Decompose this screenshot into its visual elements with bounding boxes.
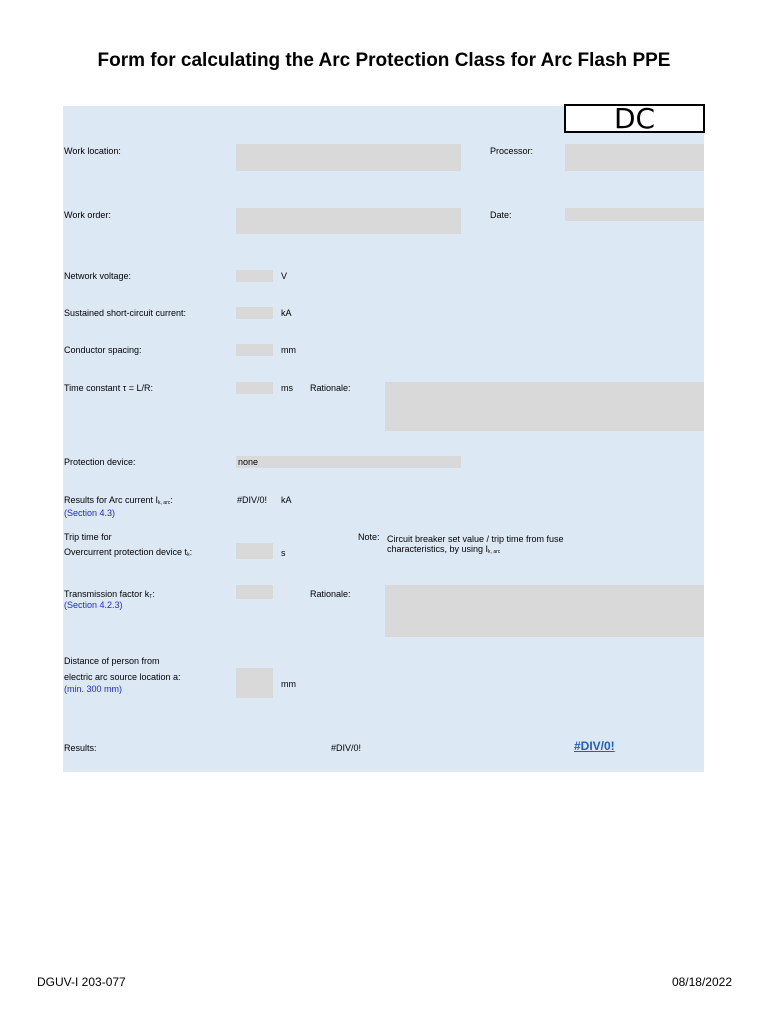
work-location-input[interactable]: [236, 144, 461, 171]
rationale-label-1: Rationale:: [310, 383, 351, 393]
distance-label-line1: Distance of person from: [64, 656, 160, 666]
work-location-label: Work location:: [64, 146, 121, 156]
processor-label: Processor:: [490, 146, 534, 156]
time-constant-label: Time constant τ = L/R:: [64, 383, 154, 393]
note-text-line2: [387, 543, 500, 557]
short-circuit-input[interactable]: [236, 307, 273, 319]
processor-input[interactable]: [565, 144, 704, 171]
trip-time-label-sub: k: [187, 552, 190, 558]
transmission-factor-input[interactable]: [236, 585, 273, 599]
rationale-label-2: Rationale:: [310, 589, 351, 599]
date-label: Date:: [490, 210, 512, 220]
conductor-spacing-label: Conductor spacing:: [64, 345, 142, 355]
note-text-line2-main: characteristics, by using I: [387, 544, 489, 554]
transmission-factor-sub: T: [149, 594, 153, 600]
trip-time-label-text: Overcurrent protection device t: [64, 547, 188, 557]
footer-date: 08/18/2022: [671, 975, 732, 989]
time-constant-input[interactable]: [236, 382, 273, 394]
date-input[interactable]: [565, 208, 704, 221]
network-voltage-unit: V: [281, 271, 288, 281]
protection-device-value: none: [238, 457, 259, 467]
note-text-line1: Circuit breaker set value / trip time from fuse: [387, 534, 564, 544]
protection-device-label: Protection device:: [64, 457, 136, 467]
conductor-spacing-input[interactable]: [236, 344, 273, 356]
work-order-label: Work order:: [64, 210, 111, 220]
trip-time-label-line1: Trip time for: [64, 532, 112, 542]
distance-unit: mm: [281, 679, 296, 689]
dc-label-box: DC: [564, 104, 705, 133]
trip-time-unit: s: [281, 548, 286, 558]
distance-min-note: (min. 300 mm): [64, 684, 123, 694]
results-link[interactable]: #DIV/0!: [574, 739, 615, 753]
transmission-factor-colon: :: [152, 589, 155, 599]
transmission-factor-text: Transmission factor k: [64, 589, 150, 599]
section-4-2-3-link: (Section 4.2.3): [64, 600, 123, 610]
rationale-input-1[interactable]: [385, 382, 704, 431]
distance-label-line2: electric arc source location a:: [64, 672, 181, 682]
short-circuit-label: Sustained short-circuit current:: [64, 308, 187, 318]
network-voltage-input[interactable]: [236, 270, 273, 282]
rationale-input-2[interactable]: [385, 585, 704, 637]
conductor-spacing-unit: mm: [281, 345, 296, 355]
arc-current-value: #DIV/0!: [237, 495, 268, 505]
arc-current-unit: kA: [281, 495, 292, 505]
time-constant-unit: ms: [281, 383, 293, 393]
arc-current-label-sub: k, arc: [158, 500, 171, 506]
results-value: #DIV/0!: [331, 743, 362, 753]
trip-time-input[interactable]: [236, 543, 273, 559]
short-circuit-unit: kA: [281, 308, 292, 318]
network-voltage-label: Network voltage:: [64, 271, 132, 281]
note-text-line2-sub: k, arc: [488, 549, 501, 555]
footer-document-id: DGUV-I 203-077: [37, 975, 126, 989]
work-order-input[interactable]: [236, 208, 461, 234]
results-label: Results:: [64, 743, 97, 753]
arc-current-label: [64, 494, 173, 508]
arc-current-label-text: Results for Arc current I: [64, 495, 159, 505]
protection-device-select[interactable]: [236, 456, 461, 468]
section-4-3-link: (Section 4.3): [64, 508, 116, 518]
trip-time-label-line2: [64, 546, 192, 560]
distance-input[interactable]: [236, 668, 273, 698]
page-title: Form for calculating the Arc Protection Class for Arc Flash PPE: [97, 50, 671, 71]
arc-current-label-colon: :: [170, 495, 173, 505]
note-label: Note:: [358, 532, 380, 542]
trip-time-label-colon: :: [189, 547, 193, 557]
